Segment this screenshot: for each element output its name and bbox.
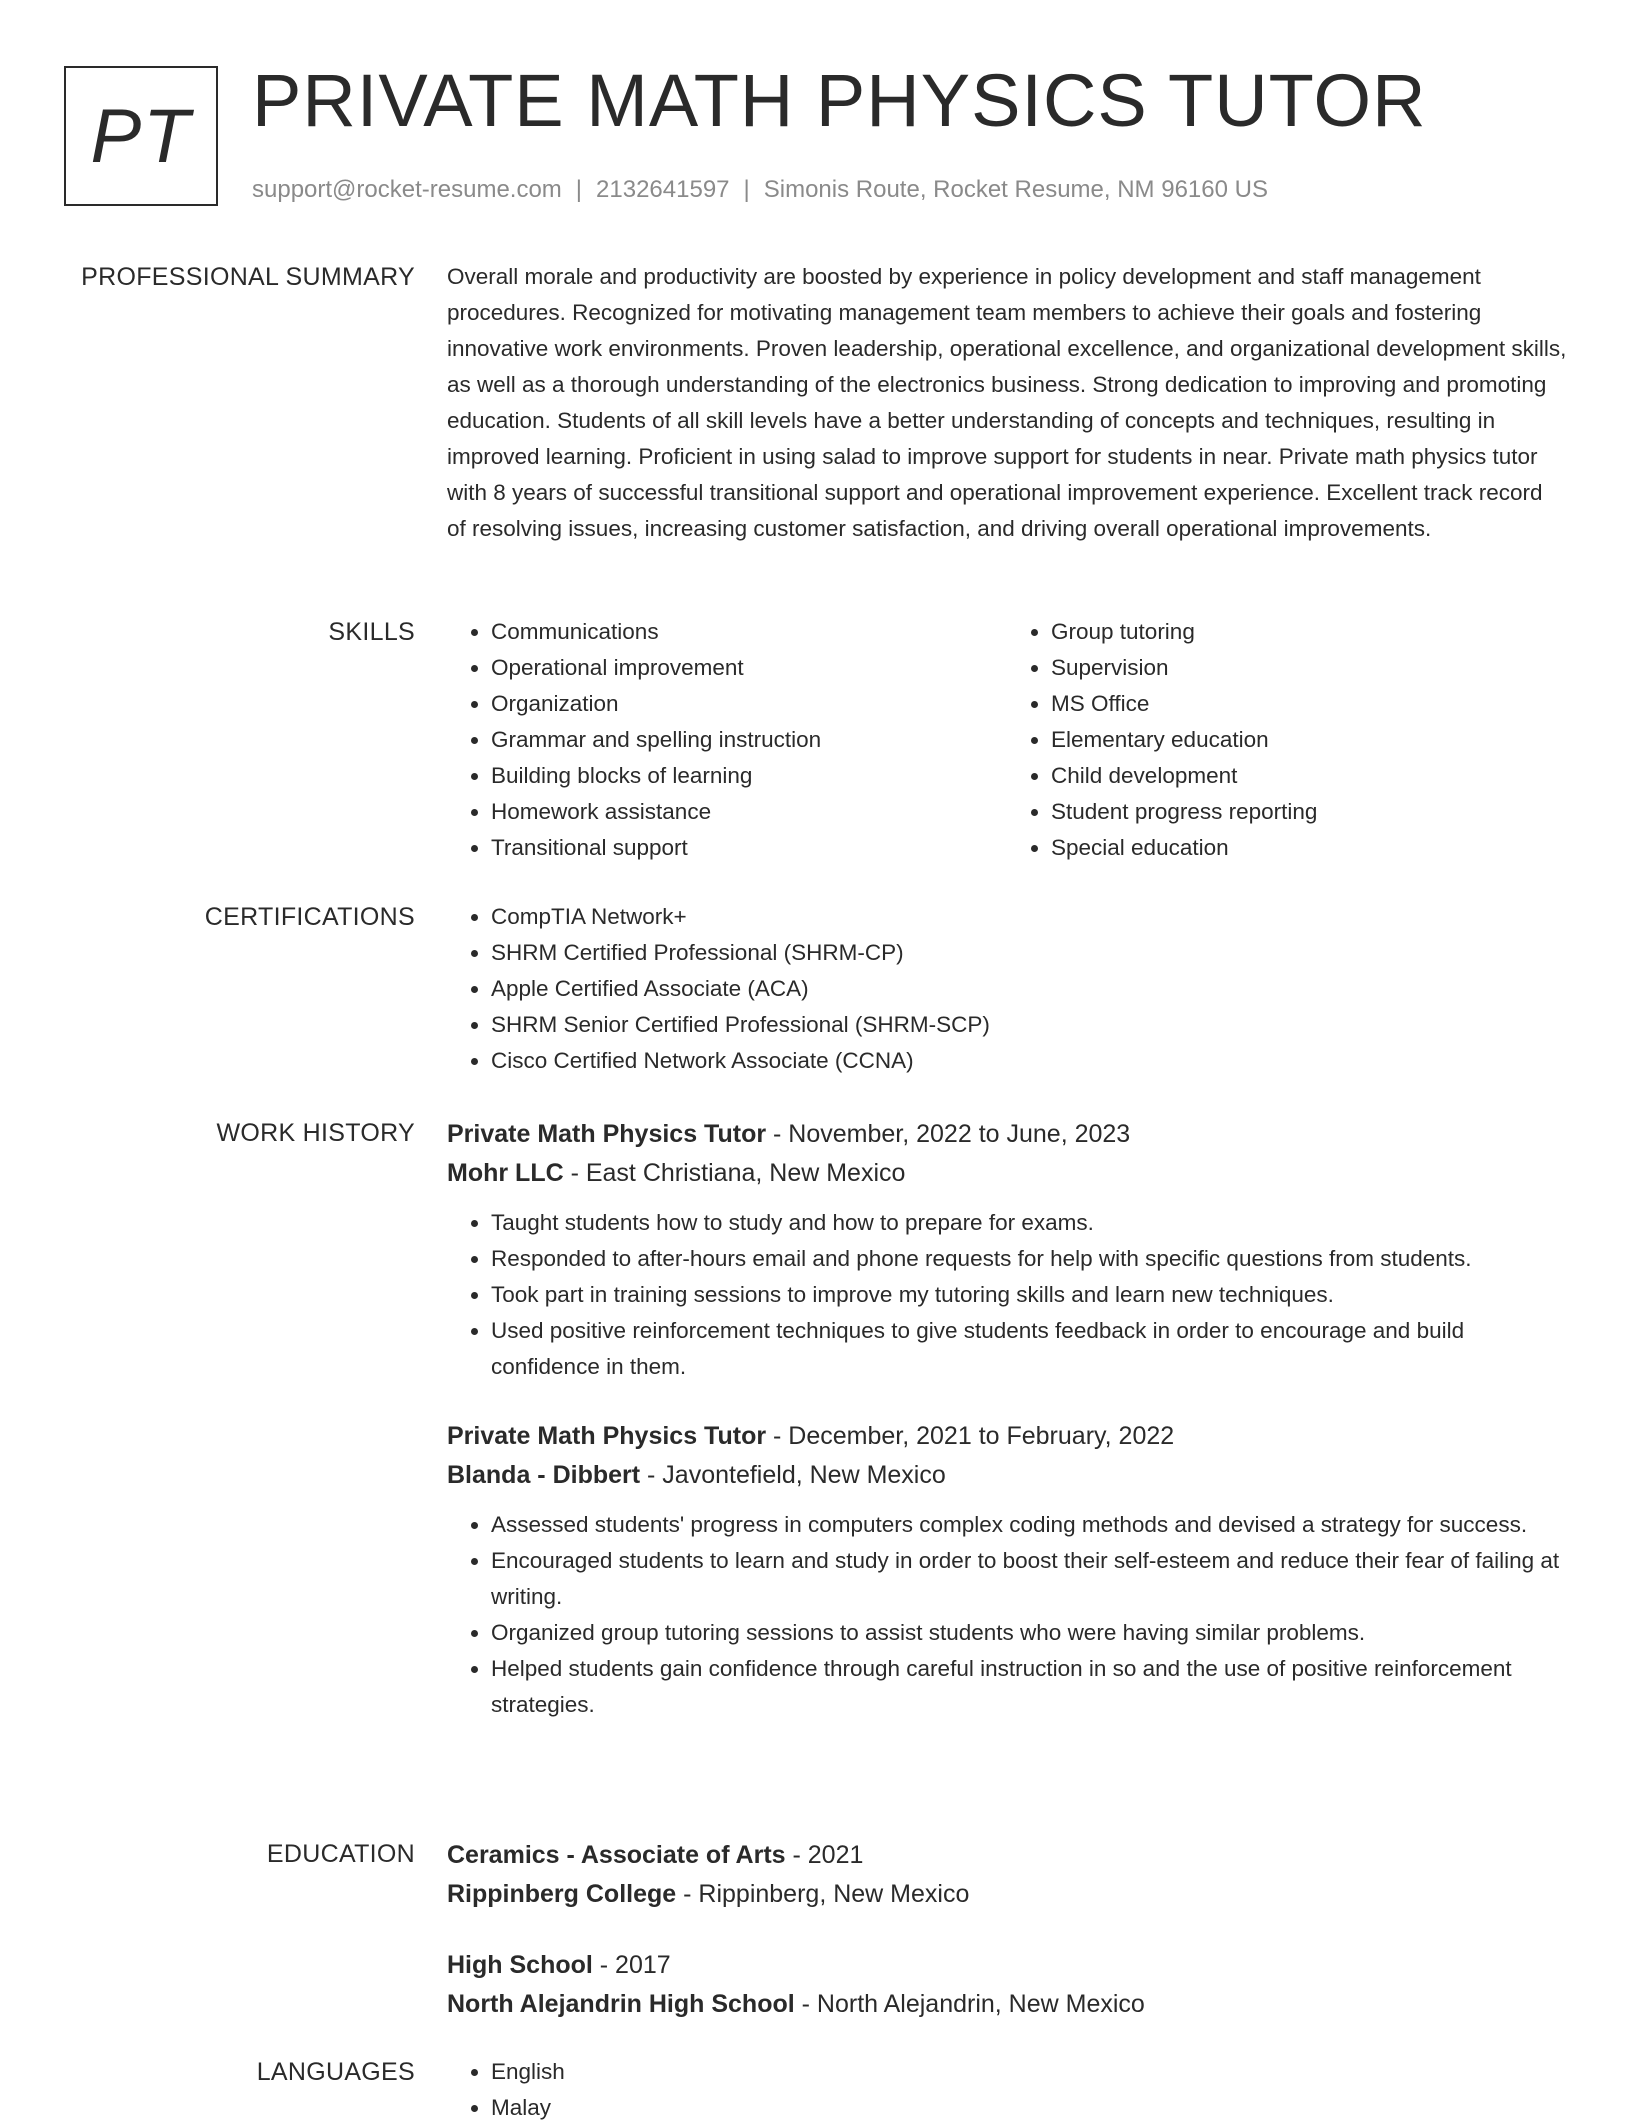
certifications-list bbox=[447, 899, 1567, 1079]
certification-item: • Apple Certified Associate (ACA) bbox=[491, 971, 1567, 1007]
job-entry bbox=[447, 1417, 1567, 1723]
education-school: Rippinberg College bbox=[447, 1880, 677, 1908]
job-location: - East Christiana, New Mexico bbox=[563, 1159, 906, 1187]
job-title: Private Math Physics Tutor bbox=[447, 1422, 767, 1450]
certification-item: • CompTIA Network+ bbox=[491, 899, 1567, 935]
languages-heading: LANGUAGES bbox=[256, 2058, 415, 2086]
summary-heading: PROFESSIONAL SUMMARY bbox=[81, 263, 415, 291]
education-school-line bbox=[447, 1875, 1567, 1914]
skill-item: • Student progress reporting bbox=[1051, 794, 1567, 830]
education-year: - 2017 bbox=[592, 1951, 671, 1979]
contact-phone: 2132641597 bbox=[596, 176, 730, 203]
contact-separator: | bbox=[743, 176, 750, 203]
skills-body bbox=[447, 614, 1567, 866]
resume-name: PRIVATE MATH PHYSICS TUTOR bbox=[252, 59, 1427, 142]
job-entry bbox=[447, 1115, 1567, 1385]
job-bullet: • Encouraged students to learn and study in order to boost their self-esteem and reduce their fear of failing at writing. bbox=[491, 1543, 1567, 1615]
monogram-initials: PT bbox=[90, 93, 192, 179]
skill-item: • Homework assistance bbox=[491, 794, 1007, 830]
job-bullets bbox=[447, 1507, 1567, 1723]
skill-item: • Group tutoring bbox=[1051, 614, 1567, 650]
job-bullet: • Used positive reinforcement techniques to give students feedback in order to encourage and build confidence in them. bbox=[491, 1313, 1567, 1385]
education-year: - 2021 bbox=[785, 1841, 864, 1869]
language-item: • English bbox=[491, 2054, 1567, 2090]
education-body bbox=[447, 1836, 1567, 2024]
education-location: - North Alejandrin, New Mexico bbox=[794, 1990, 1145, 2018]
education-entry bbox=[447, 1946, 1567, 2024]
skill-item: • Organization bbox=[491, 686, 1007, 722]
skill-item: • Communications bbox=[491, 614, 1007, 650]
contact-separator: | bbox=[575, 176, 583, 203]
job-company: Mohr LLC bbox=[447, 1159, 564, 1187]
skill-item: • Supervision bbox=[1051, 650, 1567, 686]
skill-item: • Special education bbox=[1051, 830, 1567, 866]
job-dates: - December, 2021 to February, 2022 bbox=[766, 1422, 1175, 1450]
education-degree-line bbox=[447, 1946, 1567, 1985]
summary-text: Overall morale and productivity are boosted by experience in policy development and staff management procedures. Recognized for motivating management team members to achieve their goals and fostering innovative work environments. Proven leadership, operational excellence, and organizational development skills, as well as a thorough understanding of the electronics business. Strong dedication to improving and promoting education. Students of all skill levels have a better understanding of concepts and techniques, resulting in improved learning. Proficient in using salad to improve support for students in near. Private math physics tutor with 8 years of successful transitional support and operational improvement experience. Excellent track record of resolving issues, increasing customer satisfaction, and driving overall operational improvements. bbox=[447, 264, 1567, 541]
monogram-box bbox=[64, 66, 218, 206]
education-entry bbox=[447, 1836, 1567, 1914]
work-history-body bbox=[447, 1115, 1567, 1723]
skills-list-left bbox=[447, 614, 1007, 866]
work-history-heading: WORK HISTORY bbox=[216, 1119, 415, 1147]
education-school-line bbox=[447, 1985, 1567, 2024]
education-degree: High School bbox=[447, 1951, 593, 1979]
job-bullet: • Taught students how to study and how to prepare for exams. bbox=[491, 1205, 1567, 1241]
education-school: North Alejandrin High School bbox=[447, 1990, 795, 2018]
contact-email: support@rocket-resume.com bbox=[252, 176, 562, 203]
education-heading: EDUCATION bbox=[266, 1840, 415, 1868]
skill-item: • Operational improvement bbox=[491, 650, 1007, 686]
contact-line bbox=[252, 172, 1268, 208]
job-location: - Javontefield, New Mexico bbox=[640, 1461, 946, 1489]
job-company-line bbox=[447, 1154, 1567, 1193]
certifications-body bbox=[447, 899, 1567, 1079]
certification-item: • SHRM Senior Certified Professional (SHRM-SCP) bbox=[491, 1007, 1567, 1043]
certifications-heading: CERTIFICATIONS bbox=[204, 903, 415, 931]
skills-heading: SKILLS bbox=[328, 618, 415, 646]
job-title-line bbox=[447, 1115, 1567, 1154]
skill-item: • Child development bbox=[1051, 758, 1567, 794]
job-company-line bbox=[447, 1456, 1567, 1495]
skill-item: • Transitional support bbox=[491, 830, 1007, 866]
job-dates: - November, 2022 to June, 2023 bbox=[766, 1120, 1131, 1148]
job-company: Blanda - Dibbert bbox=[447, 1461, 641, 1489]
job-bullet: • Organized group tutoring sessions to assist students who were having similar problems. bbox=[491, 1615, 1567, 1651]
skill-item: • Building blocks of learning bbox=[491, 758, 1007, 794]
education-degree-line bbox=[447, 1836, 1567, 1875]
languages-list bbox=[447, 2054, 1567, 2126]
summary-body bbox=[447, 259, 1567, 547]
skill-item: • MS Office bbox=[1051, 686, 1567, 722]
certification-item: • SHRM Certified Professional (SHRM-CP) bbox=[491, 935, 1567, 971]
certification-item: • Cisco Certified Network Associate (CCNA) bbox=[491, 1043, 1567, 1079]
job-title: Private Math Physics Tutor bbox=[447, 1120, 767, 1148]
education-location: - Rippinberg, New Mexico bbox=[676, 1880, 970, 1908]
job-title-line bbox=[447, 1417, 1567, 1456]
job-bullet: • Assessed students' progress in computers complex coding methods and devised a strategy for success. bbox=[491, 1507, 1567, 1543]
job-bullet: • Helped students gain confidence through careful instruction in so and the use of positive reinforcement strategies. bbox=[491, 1651, 1567, 1723]
education-degree: Ceramics - Associate of Arts bbox=[447, 1841, 786, 1869]
language-item: • Malay bbox=[491, 2090, 1567, 2126]
skills-list-right bbox=[1007, 614, 1567, 866]
job-bullets bbox=[447, 1205, 1567, 1385]
contact-address: Simonis Route, Rocket Resume, NM 96160 US bbox=[763, 176, 1268, 203]
job-bullet: • Took part in training sessions to improve my tutoring skills and learn new techniques. bbox=[491, 1277, 1567, 1313]
languages-body bbox=[447, 2054, 1567, 2126]
skill-item: • Grammar and spelling instruction bbox=[491, 722, 1007, 758]
job-bullet: • Responded to after-hours email and phone requests for help with specific questions from students. bbox=[491, 1241, 1567, 1277]
skill-item: • Elementary education bbox=[1051, 722, 1567, 758]
